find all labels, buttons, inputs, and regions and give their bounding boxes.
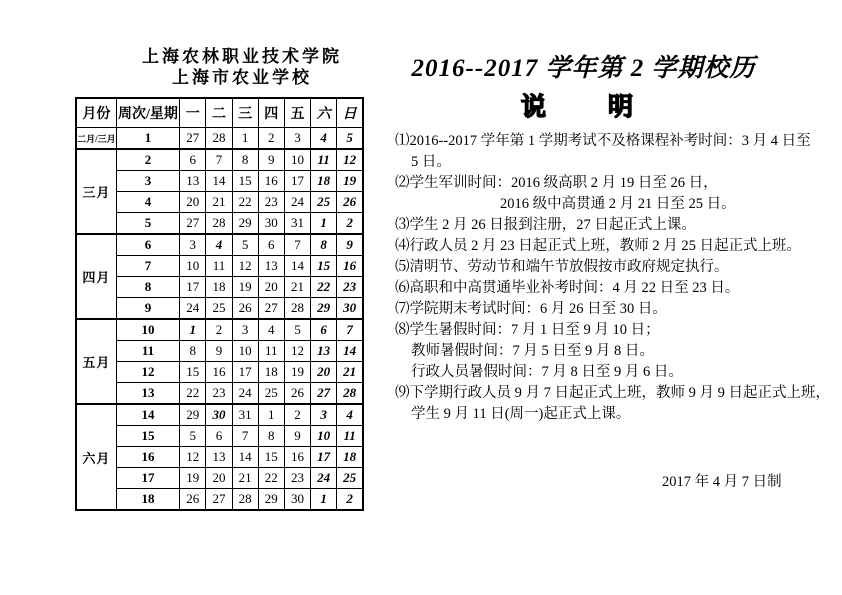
- day-cell: 24: [284, 192, 310, 213]
- day-cell: 30: [337, 298, 363, 320]
- day-cell: 25: [311, 192, 337, 213]
- notes-heading-char-ming: 明: [608, 94, 634, 121]
- notes-list: [395, 131, 842, 425]
- week-number-cell: 13: [116, 383, 179, 405]
- day-cell: 9: [337, 234, 363, 256]
- day-cell: 3: [284, 128, 310, 150]
- calendar-week-row: [76, 468, 363, 489]
- week-number-cell: 12: [116, 362, 179, 383]
- day-cell: 29: [311, 298, 337, 320]
- week-number-cell: 9: [116, 298, 179, 320]
- notes-section: [395, 48, 842, 548]
- day-cell: 30: [206, 404, 232, 426]
- day-cell: 13: [311, 341, 337, 362]
- day-cell: 10: [232, 341, 258, 362]
- calendar-week-row: [76, 447, 363, 468]
- day-cell: 7: [232, 426, 258, 447]
- day-cell: 5: [232, 234, 258, 256]
- calendar-header-row: [76, 98, 363, 128]
- day-cell: 27: [311, 383, 337, 405]
- week-number-cell: 2: [116, 149, 179, 171]
- day-cell: 26: [180, 489, 206, 511]
- day-cell: 5: [337, 128, 363, 150]
- note-line: ⑸清明节、劳动节和端午节放假按市政府规定执行。: [395, 259, 729, 275]
- day-cell: 22: [258, 468, 284, 489]
- day-column-header: 日: [337, 98, 363, 128]
- day-cell: 1: [311, 489, 337, 511]
- day-cell: 19: [337, 171, 363, 192]
- day-cell: 22: [311, 277, 337, 298]
- day-cell: 23: [337, 277, 363, 298]
- day-cell: 2: [337, 489, 363, 511]
- day-cell: 25: [258, 383, 284, 405]
- day-cell: 17: [311, 447, 337, 468]
- week-number-cell: 18: [116, 489, 179, 511]
- calendar-week-row: [76, 256, 363, 277]
- day-cell: 14: [206, 171, 232, 192]
- day-cell: 12: [284, 341, 310, 362]
- notes-heading-char-shuo: 说: [521, 94, 547, 121]
- calendar-week-row: [76, 404, 363, 426]
- day-column-header: 四: [258, 98, 284, 128]
- day-cell: 12: [180, 447, 206, 468]
- day-cell: 11: [206, 256, 232, 277]
- week-number-cell: 11: [116, 341, 179, 362]
- day-cell: 14: [232, 447, 258, 468]
- day-cell: 19: [232, 277, 258, 298]
- calendar-table: [75, 97, 364, 511]
- week-number-cell: 8: [116, 277, 179, 298]
- day-cell: 10: [180, 256, 206, 277]
- day-cell: 30: [284, 489, 310, 511]
- week-number-cell: 14: [116, 404, 179, 426]
- day-cell: 15: [232, 171, 258, 192]
- day-cell: 11: [311, 149, 337, 171]
- day-cell: 2: [258, 128, 284, 150]
- day-cell: 27: [206, 489, 232, 511]
- day-cell: 4: [311, 128, 337, 150]
- day-cell: 9: [284, 426, 310, 447]
- day-cell: 17: [180, 277, 206, 298]
- day-cell: 6: [258, 234, 284, 256]
- day-cell: 25: [206, 298, 232, 320]
- day-cell: 2: [337, 213, 363, 235]
- day-cell: 6: [180, 149, 206, 171]
- day-cell: 14: [284, 256, 310, 277]
- note-line: ⑴2016--2017 学年第 1 学期考试不及格课程补考时间：3 月 4 日至: [395, 133, 811, 149]
- day-cell: 5: [284, 319, 310, 341]
- day-cell: 29: [258, 489, 284, 511]
- day-cell: 1: [258, 404, 284, 426]
- day-cell: 21: [284, 277, 310, 298]
- day-cell: 7: [206, 149, 232, 171]
- day-cell: 21: [337, 362, 363, 383]
- calendar-week-row: [76, 383, 363, 405]
- day-cell: 13: [180, 171, 206, 192]
- day-cell: 26: [337, 192, 363, 213]
- day-cell: 7: [284, 234, 310, 256]
- day-cell: 14: [337, 341, 363, 362]
- note-line: ⑹高职和中高贯通毕业补考时间：4 月 22 日至 23 日。: [395, 280, 740, 296]
- day-cell: 28: [284, 298, 310, 320]
- week-number-cell: 16: [116, 447, 179, 468]
- day-column-header: 三: [232, 98, 258, 128]
- day-cell: 31: [232, 404, 258, 426]
- week-number-cell: 6: [116, 234, 179, 256]
- college-name-line2: 上海市农业学校: [172, 68, 312, 87]
- semester-title: 2016--2017 学年第 2 学期校历: [411, 55, 756, 82]
- week-number-cell: 7: [116, 256, 179, 277]
- day-cell: 31: [284, 213, 310, 235]
- day-cell: 15: [180, 362, 206, 383]
- day-cell: 1: [311, 213, 337, 235]
- calendar-week-row: [76, 213, 363, 235]
- day-column-header: 六: [311, 98, 337, 128]
- day-cell: 15: [311, 256, 337, 277]
- note-line: ⑵学生军训时间：2016 级高职 2 月 19 日至 26 日，: [395, 175, 718, 191]
- day-cell: 28: [206, 128, 232, 150]
- day-cell: 18: [311, 171, 337, 192]
- calendar-week-row: [76, 341, 363, 362]
- day-cell: 20: [311, 362, 337, 383]
- day-cell: 28: [232, 489, 258, 511]
- week-number-cell: 3: [116, 171, 179, 192]
- calendar-week-row: [76, 298, 363, 320]
- calendar-week-row: [76, 362, 363, 383]
- calendar-week-row: [76, 149, 363, 171]
- day-cell: 4: [337, 404, 363, 426]
- day-cell: 12: [337, 149, 363, 171]
- day-cell: 4: [206, 234, 232, 256]
- note-line: 2016 级中高贯通 2 月 21 日至 25 日。: [500, 196, 736, 212]
- calendar-week-row: [76, 192, 363, 213]
- day-cell: 8: [258, 426, 284, 447]
- day-cell: 2: [284, 404, 310, 426]
- day-cell: 29: [180, 404, 206, 426]
- note-line: 教师暑假时间：7 月 5 日至 9 月 8 日。: [411, 343, 654, 359]
- day-cell: 9: [206, 341, 232, 362]
- note-line: 学生 9 月 11 日(周一)起正式上课。: [411, 406, 631, 422]
- week-number-cell: 17: [116, 468, 179, 489]
- week-number-cell: 15: [116, 426, 179, 447]
- day-cell: 21: [206, 192, 232, 213]
- day-cell: 28: [337, 383, 363, 405]
- day-cell: 20: [206, 468, 232, 489]
- day-cell: 13: [206, 447, 232, 468]
- day-cell: 8: [232, 149, 258, 171]
- day-cell: 18: [206, 277, 232, 298]
- month-cell: 二月/三月: [76, 128, 116, 150]
- college-title: [75, 46, 364, 88]
- note-line: ⑺学院期末考试时间：6 月 26 日至 30 日。: [395, 301, 667, 317]
- note-line: ⑻学生暑假时间：7 月 1 日至 9 月 10 日；: [395, 322, 660, 338]
- day-cell: 11: [337, 426, 363, 447]
- day-column-header: 二: [206, 98, 232, 128]
- day-cell: 13: [258, 256, 284, 277]
- day-cell: 4: [258, 319, 284, 341]
- day-cell: 16: [206, 362, 232, 383]
- day-cell: 15: [258, 447, 284, 468]
- week-number-cell: 4: [116, 192, 179, 213]
- day-cell: 27: [180, 213, 206, 235]
- calendar-week-row: [76, 277, 363, 298]
- day-cell: 29: [232, 213, 258, 235]
- day-cell: 21: [232, 468, 258, 489]
- day-cell: 16: [337, 256, 363, 277]
- day-cell: 20: [180, 192, 206, 213]
- week-column-header: 周次/星期: [116, 98, 179, 128]
- month-cell: 五月: [76, 319, 116, 404]
- day-cell: 23: [258, 192, 284, 213]
- day-cell: 24: [232, 383, 258, 405]
- month-cell: 六月: [76, 404, 116, 510]
- calendar-week-row: [76, 489, 363, 511]
- day-cell: 30: [258, 213, 284, 235]
- month-column-header: 月份: [76, 98, 116, 128]
- day-cell: 1: [180, 319, 206, 341]
- day-cell: 5: [180, 426, 206, 447]
- day-column-header: 一: [180, 98, 206, 128]
- day-cell: 23: [206, 383, 232, 405]
- college-name-line1: 上海农林职业技术学院: [142, 47, 342, 66]
- day-cell: 24: [311, 468, 337, 489]
- month-cell: 四月: [76, 234, 116, 319]
- calendar-week-row: [76, 234, 363, 256]
- note-line: ⑶学生 2 月 26 日报到注册，27 日起正式上课。: [395, 217, 696, 233]
- day-cell: 20: [258, 277, 284, 298]
- day-cell: 3: [232, 319, 258, 341]
- day-cell: 23: [284, 468, 310, 489]
- day-cell: 18: [258, 362, 284, 383]
- day-cell: 19: [284, 362, 310, 383]
- calendar-section: [75, 46, 364, 511]
- day-cell: 17: [284, 171, 310, 192]
- day-cell: 19: [180, 468, 206, 489]
- day-cell: 9: [258, 149, 284, 171]
- day-cell: 27: [258, 298, 284, 320]
- made-date: 2017 年 4 月 7 日制: [662, 474, 782, 490]
- calendar-week-row: [76, 319, 363, 341]
- day-cell: 1: [232, 128, 258, 150]
- note-line: 5 日。: [411, 154, 451, 170]
- day-cell: 7: [337, 319, 363, 341]
- day-cell: 11: [258, 341, 284, 362]
- day-cell: 10: [284, 149, 310, 171]
- day-cell: 3: [311, 404, 337, 426]
- note-line: ⑼下学期行政人员 9 月 7 日起正式上班，教师 9 月 9 日起正式上班，: [395, 385, 830, 401]
- day-cell: 22: [180, 383, 206, 405]
- day-cell: 28: [206, 213, 232, 235]
- day-cell: 16: [258, 171, 284, 192]
- day-cell: 27: [180, 128, 206, 150]
- day-cell: 25: [337, 468, 363, 489]
- calendar-week-row: [76, 171, 363, 192]
- note-line: ⑷行政人员 2 月 23 日起正式上班，教师 2 月 25 日起正式上班。: [395, 238, 801, 254]
- day-cell: 17: [232, 362, 258, 383]
- week-number-cell: 10: [116, 319, 179, 341]
- notes-heading: [395, 92, 842, 124]
- month-cell: 三月: [76, 149, 116, 234]
- day-cell: 26: [232, 298, 258, 320]
- day-cell: 10: [311, 426, 337, 447]
- calendar-week-row: [76, 426, 363, 447]
- calendar-week-row: [76, 128, 363, 150]
- day-cell: 6: [311, 319, 337, 341]
- note-line: 行政人员暑假时间：7 月 8 日至 9 月 6 日。: [411, 364, 683, 380]
- day-cell: 16: [284, 447, 310, 468]
- day-cell: 18: [337, 447, 363, 468]
- day-cell: 3: [180, 234, 206, 256]
- day-cell: 2: [206, 319, 232, 341]
- day-cell: 8: [311, 234, 337, 256]
- day-cell: 6: [206, 426, 232, 447]
- day-cell: 26: [284, 383, 310, 405]
- day-cell: 22: [232, 192, 258, 213]
- week-number-cell: 5: [116, 213, 179, 235]
- day-cell: 12: [232, 256, 258, 277]
- day-column-header: 五: [284, 98, 310, 128]
- day-cell: 8: [180, 341, 206, 362]
- day-cell: 24: [180, 298, 206, 320]
- week-number-cell: 1: [116, 128, 179, 150]
